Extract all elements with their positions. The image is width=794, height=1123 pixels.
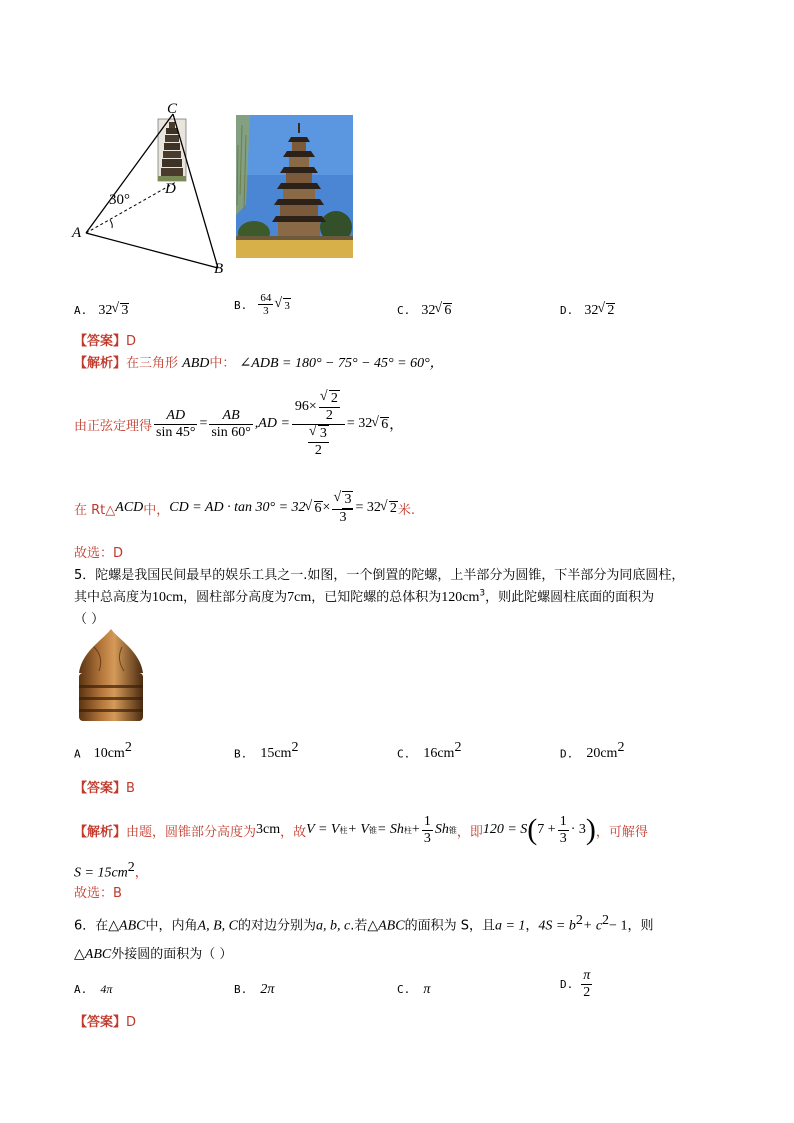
label-b: B xyxy=(214,261,224,277)
pagoda-photo xyxy=(236,115,353,258)
q4-option-c[interactable]: C. 32√ 6 xyxy=(397,299,452,319)
q6-stem-line2: △ABC外接圆的面积为（ ） xyxy=(74,947,233,962)
spinning-top-photo xyxy=(74,627,148,727)
q5-stem-line1: 5．陀螺是我国民间最早的娱乐工具之一.如图，一个倒置的陀螺，上半部分为圆锥，下半部分为同底圆柱， xyxy=(74,568,685,583)
q5-option-d[interactable]: D. $20cm^2$ xyxy=(560,740,625,762)
label-d: D xyxy=(165,181,176,197)
q5-answer: 【答案】B xyxy=(74,781,135,796)
q4-analysis-line1: 【解析】在三角形 ABD中： ∠ADB = 180° − 75° − 45° = 60°， xyxy=(74,356,444,371)
q4-analysis-line3: 在 Rt△ ACD 中， CD = AD · tan 30° = 32 √ 6 × √ $\frac{3}{3}$ = 32 √ 2 米. xyxy=(74,488,415,528)
q5-option-b[interactable]: B. $15cm^2$ xyxy=(234,740,299,762)
q4-option-b[interactable]: B. $\frac{64}{3}$ √ 3 xyxy=(234,292,291,317)
q4-answer: 【答案】D xyxy=(74,334,137,349)
q6-option-a[interactable]: A. 4π xyxy=(74,982,113,996)
label-c: C xyxy=(167,101,178,117)
q5-option-c[interactable]: C. $16cm^2$ xyxy=(397,740,462,762)
q4-option-a[interactable]: A. 32√ 3 xyxy=(74,299,129,319)
q6-option-d[interactable]: D. $\frac{\pi}{2}$ xyxy=(560,968,591,1000)
triangle-figure xyxy=(68,100,238,280)
q5-option-a[interactable]: A $10cm^2$ xyxy=(74,740,132,762)
label-a: A xyxy=(72,225,82,241)
q5-stem-line2: 其中总高度为10cm，圆柱部分高度为7cm，已知陀螺的总体积为$120cm^3$，则此陀螺圆柱底面的面积为 xyxy=(74,588,655,605)
q6-stem-line1: 6．在△ABC中，内角A, B, C的对边分别为a, b, c.若△ABC的面积为 S，且a = 1，$4S = b^2+ c^2- 1$，则 xyxy=(74,913,654,934)
q6-option-b[interactable]: B. 2π xyxy=(234,982,275,997)
q6-option-c[interactable]: C. π xyxy=(397,982,431,997)
q5-analysis: 【解析】 由题，圆锥部分高度为 3cm ，故 V = V 柱 + V 锥 = Sh 柱 + $\frac{1}{3}$ Sh 锥 ，即 120 = S ( 7 + $\frac{1}{3}$ · 3 ) ，可解得 xyxy=(74,813,648,846)
q6-answer: 【答案】D xyxy=(74,1015,137,1030)
q5-stem-line3: （ ） xyxy=(74,612,105,627)
q4-analysis-line2: 由正弦定理得 $\frac{AD}{\sin 45^\circ}$ = $\frac{AB}{\sin 60^\circ}$ ,AD = 96× √ $\frac{2}{2}$ √ $\frac{3}{2}$ = 32 √ 6 ， xyxy=(74,384,403,464)
angle-label: 30° xyxy=(109,192,130,208)
q5-result: $S = 15cm^2$， xyxy=(74,860,148,881)
q5-choice: 故选：B xyxy=(74,886,122,901)
q4-choice: 故选：D xyxy=(74,546,124,561)
q4-option-d[interactable]: D. 32√ 2 xyxy=(560,299,615,319)
